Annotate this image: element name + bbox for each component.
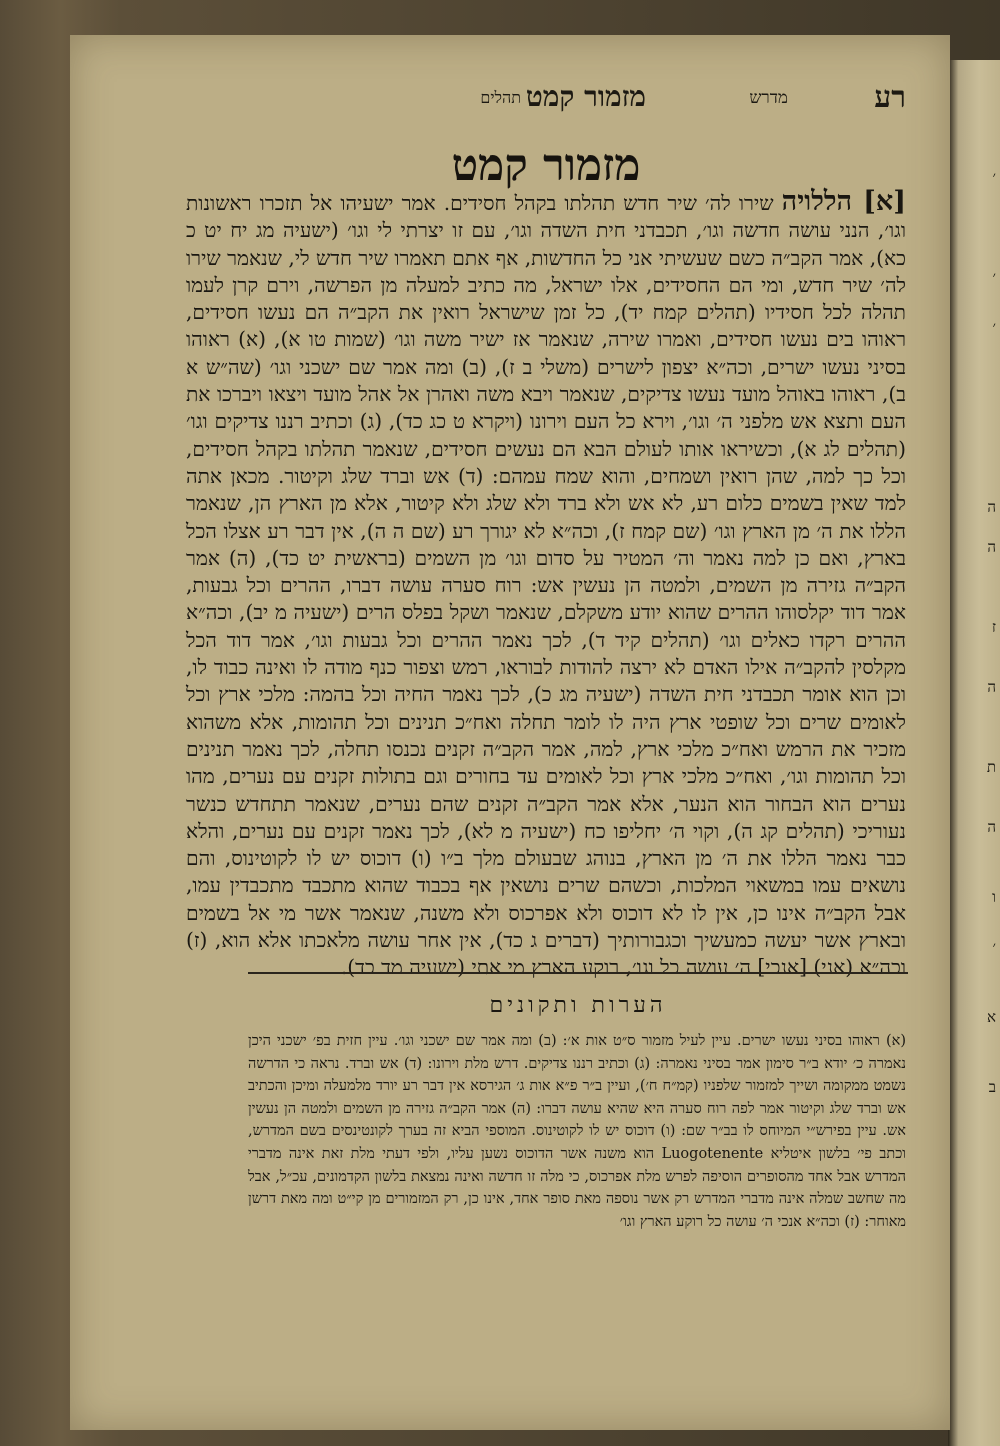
notes-title: הערות ותקונים [489,993,667,1018]
running-head-title: מזמור קמט [525,80,646,113]
lead-word: [א] הללויה [781,186,906,217]
page-number: רע [874,80,906,115]
chapter-title: מזמור קמט [451,140,641,191]
separator-rule [248,972,908,974]
adjacent-page-edge: ׳ ׳ ׳ ה ה ז ה ת ה ו ׳ א ב [948,60,1000,1446]
running-head-midrash: מדרש [749,88,788,108]
main-text-block [186,186,906,980]
running-head [186,80,906,120]
notes-body: (א) ראוהו בסיני נעשו ישרים. עיין לעיל מזמור ס״ט אות א׳: (ב) ומה אמר שם ישכני וגו׳. עיין חזית בפ׳ ישכני היכן נאמרה כ׳ יודא ב״ר סימון אמר בסיני נאמרה: (ג) וכתיב רננו צדיקים. דרש מלת וירונו: (ד) אש וברד. נראה כי הדרשה נשמט ממקומה ושייך למזמור שלפניו (קמ״ח ח׳), ועיין ב״ר פ״א אות ג׳ הגירסא אין דבר רע יורד מלמעלה ומיכן והכתיב אש וברד שלג וקיטור אמר לפה רוח סערה היא שהיא עושה דברו: (ה) אמר הקב״ה גזירה מן השמים ולמטה הן נעשין אש. עיין בפירש״י המיוחס לו בב״ר שם: (ו) דוכוס יש לו לקוטינוס. המוספי הביא זה בערך לקונטינסים בשם המדרש, וכתב פי׳ בלשון איטליא Luogotenente הוא משנה אשר הדוכוס נשען עליו, ולפי דעתי מלת זאת אינה מדברי המדרש אבל אחד מהסופרים הוסיפה לפרש מלת אפרכוס, כי מלה זו חדשה ואינה נמצאת בלשון הקדמונים, עכ״ל, אבל מה שחשב שמלה אינה מדברי המדרש רק אשר נוספה מאת סופר אחד, אינו כן, רק המזמורים מן קי״ט ומה מאת דרשן מאוחר: (ז) וכה״א אנכי ה׳ עושה כל רוקע הארץ וגו׳ [248,1033,906,1230]
running-head-tehilim: תהלים [480,88,521,107]
main-text-body: שירו לה׳ שיר חדש תהלתו בקהל חסידים. אמר ישעיהו אל תזכרו ראשונות וגו׳, הנני עושה חדשה וגו׳, תכבדני חית השדה וגו׳, עם זו יצרתי לי וגו׳ (ישעיה מג יח יט כ כא), אמר הקב״ה כשם שעשיתי אני כל החדשות, אף אתם תאמרו שיר חדש לי, שנאמר שירו לה׳ שיר חדש, ומי הם החסידים, אלו ישראל, מה כתיב למעלה מן הפרשה, וירם קרן לעמו תהלה לכל חסידיו (תהלים קמח יד), כל זמן שישראל רואין את הקב״ה הם נעשו חסידים, ראוהו בים נעשו חסידים, ואמרו שירה, שנאמר אז ישיר משה וגו׳ (שמות טו א), (א) ראוהו בסיני נעשו ישרים, וכה״א יצפון לישרים (משלי ב ז), (ב) ומה אמר שם ישכני וגו׳ (שה״ש א ב), ראוהו באוהל מועד נעשו צדיקים, שנאמר ויבא משה ואהרן אל אהל מועד ויצאו ויברכו את העם ותצא אש מלפני ה׳ וגו׳, וירא כל העם וירונו (ויקרא ט כג כד), (ג) וכתיב רננו צדיקים וגו׳ (תהלים לג א), וכשיראו אותו לעולם הבא הם נעשים חסידים, שנאמר תהלתו בקהל חסידים, וכל כך למה, שהן רואין ושמחים, והוא שמח עמהם: (ד) אש וברד שלג וקיטור. מכאן אתה למד שאין בשמים כלום רע, לא אש ולא ברד ולא שלג ולא קיטור, אלא מן הארץ הן, שנאמר הללו את ה׳ מן הארץ וגו׳ (שם קמח ז), וכה״א לא יגורך רע (שם ה ה), אין דבר רע אצלו הכל בארץ, ואם כן למה נאמר וה׳ המטיר על סדום וגו׳ מן השמים (בראשית יט כד), (ה) אמר הקב״ה גזירה מן השמים, ולמטה הן נעשין אש: רוח סערה עושה דברו, ההרים וכל גבעות, אמר דוד יקלסוהו ההרים שהוא יודע משקלם, שנאמר ושקל בפלס הרים (ישעיה מ יב), וכה״א ההרים רקדו כאלים וגו׳ (תהלים קיד ד), לכך נאמר ההרים וכל גבעות וגו׳, אמר דוד הכל מקלסין להקב״ה אילו האדם לא ירצה להודות לבוראו, רמש וצפור כנף מודה לו ואינה כבוד לו, וכן הוא אומר תכבדני חית השדה (ישעיה מג כ), לכך נאמר החיה וכל בהמה: מלכי ארץ וכל לאומים שרים וכל שופטי ארץ היה לו לומר תחלה ואח״כ תנינים וכל תהומות, אלא משהוא מזכיר את הרמש ואח״כ מלכי ארץ, למה, אמר הקב״ה זקנים נכנסו תחלה, לכך נאמר תנינים וכל תהומות וגו׳, ואח״כ מלכי ארץ וכל לאומים עד בחורים וגם בתולות זקנים עם נערים, מהו נערים הוא הבחור הוא הנער, אלא אמר הקב״ה זקנים שהם נערים, שנאמר תתחדש כנשר נעוריכי (תהלים קג ה), וקוי ה׳ יחליפו כח (ישעיה מ לא), לכך נאמר זקנים עם נערים, והלא כבר נאמר הללו את ה׳ מן הארץ, בנוהג שבעולם מלך ב״ו (ו) דוכוס יש לו לקוטינוס, והם נושאים עמו במשאוי המלכות, וכשהם שרים נושאין אף בכבוד שהוא מתכבד מתכבדין עמו, אבל הקב״ה אינו כן, אין לו לא דוכוס ולא אפרכוס ולא משנה, שנאמר אשר מי אל בשמים ובארץ אשר יעשה כמעשיך וכגבורותיך (דברים ג כד), אין אחר עושה מלאכתו אלא הוא, (ז) וכה״א (אני) [אנכי] ה׳ עושה כל וגו׳, רוקע הארץ מי אתי (ישעיה מד כד). [186,191,906,980]
